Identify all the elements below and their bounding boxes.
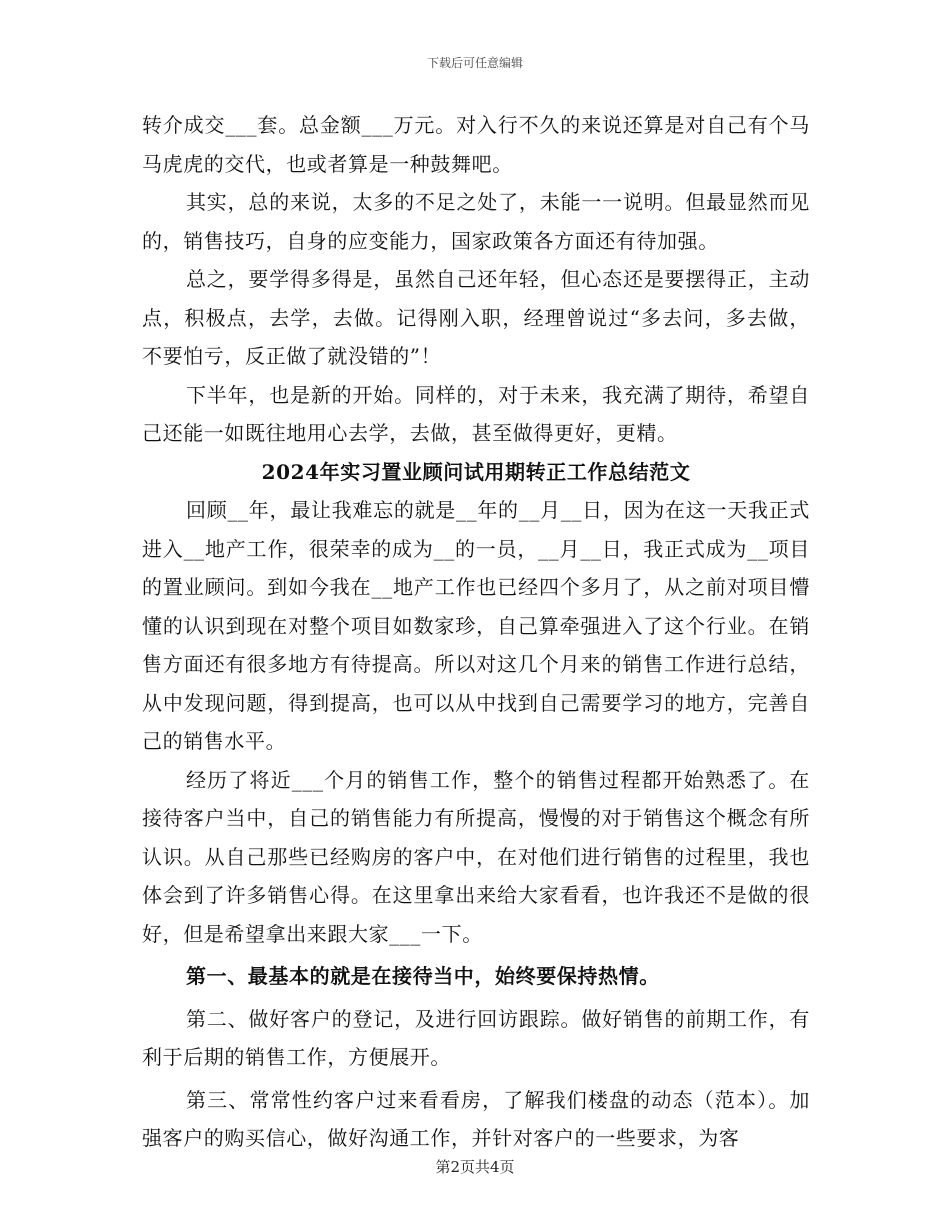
paragraph-summary: 总之，要学得多得是，虽然自己还年轻，但心态还是要摆得正，主动点，积极点，去学，去做。记得刚入职，经理曾说过“多去问，多去做，不要怕亏，反正做了就没错的”！ bbox=[142, 267, 810, 368]
point-third: 第三、常常性约客户过来看看房，了解我们楼盘的动态（范本）。加强客户的购买信心，做好沟通工作，并针对客户的一些要求，为客 bbox=[142, 1087, 810, 1150]
section-title: 2024年实习置业顾问试用期转正工作总结范文 bbox=[261, 459, 691, 484]
page-footer: 第2页共4页 bbox=[435, 1158, 515, 1176]
paragraph-review: 回顾__年，最让我难忘的就是__年的__月__日，因为在这一天我正式进入__地产工作，很荣幸的成为__的一员，__月__日，我正式成为__项目的置业顾问。到如今我在__地产工作也已经四个多月了，从之前对项目懵懂的认识到现在对整个项目如数家珍，自己算牵强进入了这个行业。在销售方面还有很多地方有待提高。所以对这几个月来的销售工作进行总结，从中发现问题，得到提高，也可以从中找到自己需要学习的地方，完善自己的销售水平。 bbox=[142, 498, 810, 753]
paragraph-second-half: 下半年，也是新的开始。同样的，对于未来，我充满了期待，希望自己还能一如既往地用心去学，去做，甚至做得更好，更精。 bbox=[142, 382, 810, 445]
point-first: 第一、最基本的就是在接待当中，始终要保持热情。 bbox=[186, 964, 660, 988]
paragraph-shortcomings: 其实，总的来说，太多的不足之处了，未能一一说明。但最显然而见的，销售技巧，自身的应变能力，国家政策各方面还有待加强。 bbox=[142, 190, 810, 253]
document-body bbox=[142, 106, 810, 1158]
paragraph-experience: 经历了将近___个月的销售工作，整个的销售过程都开始熟悉了。在接待客户当中，自己的销售能力有所提高，慢慢的对于销售这个概念有所认识。从自己那些已经购房的客户中，在对他们进行销售的过程里，我也体会到了许多销售心得。在这里拿出来给大家看看，也许我还不是做的很好，但是希望拿出来跟大家___一下。 bbox=[142, 767, 810, 946]
paragraph-continuation: 转介成交___套。总金额___万元。对入行不久的来说还算是对自己有个马马虎虎的交代，也或者算是一种鼓舞吧。 bbox=[142, 113, 810, 176]
page-header: 下载后可任意编辑 bbox=[426, 56, 523, 70]
point-second: 第二、做好客户的登记，及进行回访跟踪。做好销售的前期工作，有利于后期的销售工作，方便展开。 bbox=[142, 1006, 810, 1069]
